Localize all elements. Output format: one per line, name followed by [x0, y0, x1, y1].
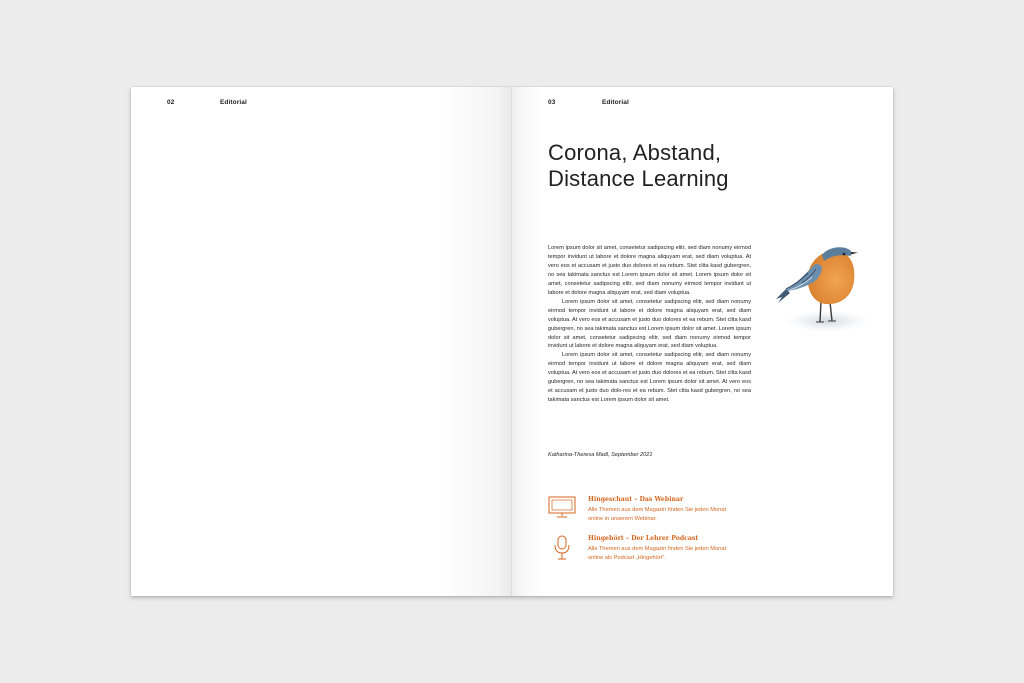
- author-signature: Katharina-Theresa Madl, September 2021: [548, 452, 653, 458]
- promo-title: Hingeschaut – Das Webinar: [588, 496, 684, 503]
- title-line-2: Distance Learning: [548, 166, 729, 191]
- article-body: [548, 244, 751, 405]
- article-title: [548, 140, 729, 192]
- left-page: [131, 87, 512, 596]
- page-number: 03: [548, 99, 556, 106]
- body-paragraph: Lorem ipsum dolor sit amet, consetetur sadipscing elitr, sed diam nonumy eirmod tempor invidunt ut labore et dolore magna aliquyam erat, sed diam voluptua. At vero eos et accusam et justo duo dolores et ea rebum. Stet clita kasd gubergren, no sea takimata sanctus est Lorem ipsum dolor sit amet. At vero eos et accusam et justo duo dolo-res et ea rebum. Stet clita kasd gubergren, no sea takimata sanctus est Lorem ipsum dolor sit amet.: [548, 352, 751, 404]
- body-paragraph: Lorem ipsum dolor sit amet, consetetur sadipscing elitr, sed diam nonumy eirmod tempor invidunt ut labore et dolore magna aliquyam erat, sed diam voluptua. At vero eos et accusam et justo duo dolores et ea rebum. Stet clita kasd gubergren, no sea takimata sanctus est Lorem ipsum dolor sit amet. Lorem ipsum dolor sit amet, consetetur sadipscing elitr, sed diam nonumy eirmod tempor invidunt ut labore et dolore magna aliquyam erat, sed diam voluptua.: [548, 245, 751, 296]
- promo-text: Alle Themen aus dem Magazin finden Sie jeden Monat online in unserem Webinar.: [588, 507, 727, 522]
- title-line-1: Corona, Abstand,: [548, 140, 722, 165]
- section-label: Editorial: [220, 99, 247, 106]
- bird-illustration: [770, 239, 876, 341]
- page-number: 02: [167, 99, 175, 106]
- promo-text: Alle Themen aus dem Magazin finden Sie jeden Monat online als Podcast „Hingehört“.: [588, 546, 727, 561]
- microphone-icon: [548, 534, 576, 562]
- body-paragraph: Lorem ipsum dolor sit amet, consetetur sadipscing elitr, sed diam nonumy eirmod tempor invidunt ut labore et dolore magna aliquyam erat, sed diam voluptua. At vero eos et accusam et justo duo dolores et ea rebum. Stet clita kasd gubergren, no sea takimata sanctus est Lorem ipsum dolor sit amet. Lorem ipsum dolor sit amet, consetetur sadipscing elitr, sed diam nonumy eirmod tempor invidunt ut labore et dolore magna aliquyam erat, sed diam voluptua.: [548, 298, 751, 350]
- magazine-spread: [131, 87, 893, 596]
- right-page: [512, 87, 893, 596]
- section-label: Editorial: [602, 99, 629, 106]
- webinar-promo[interactable]: [548, 495, 748, 525]
- promo-title: Hingehört – Der Lehrer Podcast: [588, 535, 699, 542]
- podcast-promo[interactable]: [548, 534, 748, 564]
- monitor-icon: [548, 495, 576, 519]
